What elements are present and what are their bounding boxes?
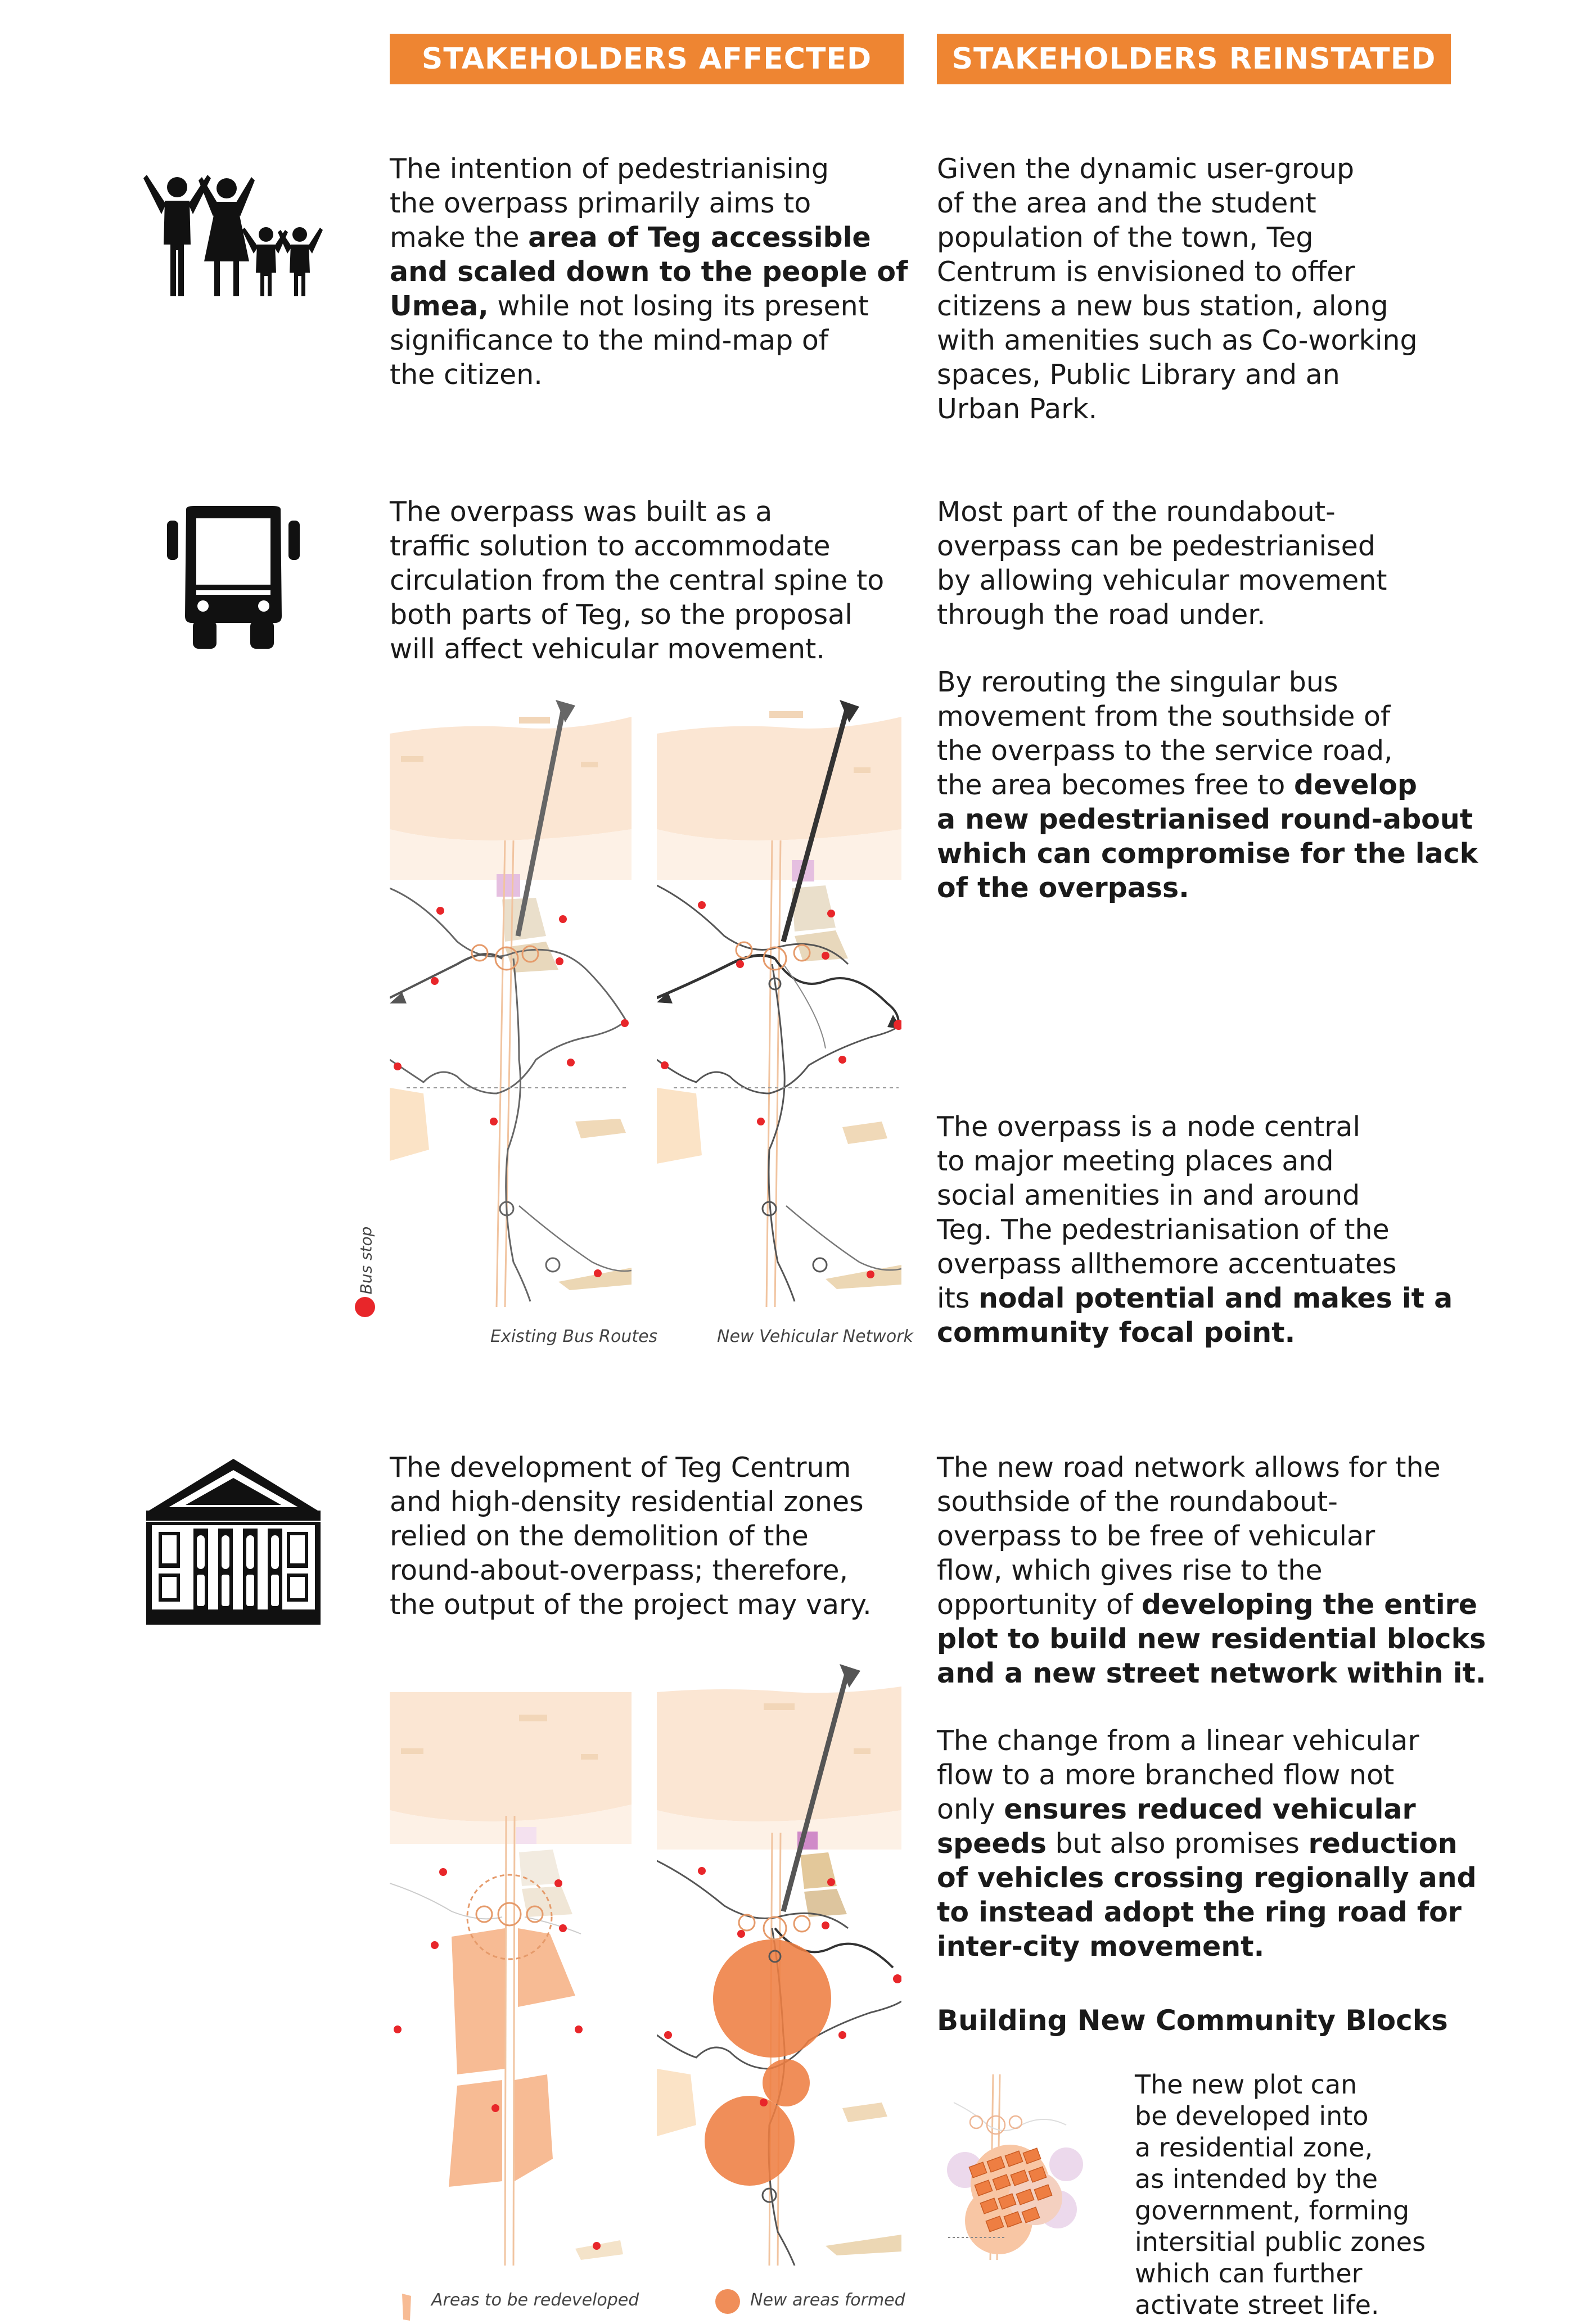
text-line: of the overpass.: [937, 872, 1189, 904]
text-line: By rerouting the singular bus: [937, 666, 1338, 698]
map-new-vehicular-network: [657, 700, 901, 1307]
section2-reinstated-text-b: [937, 665, 1478, 905]
text-line: Urban Park.: [937, 393, 1098, 425]
text-line: and scaled down to the people of: [390, 256, 908, 288]
text-line: its nodal potential and makes it a: [937, 1282, 1453, 1314]
text-line: overpass to be free of vehicular: [937, 1520, 1375, 1552]
text-line: The overpass is a node central: [937, 1111, 1361, 1143]
bus-icon: [155, 506, 312, 652]
section3-reinstated-text-a: [937, 1450, 1486, 1690]
text-line: with amenities such as Co-working: [937, 324, 1418, 356]
text-line: movement from the southside of: [937, 700, 1391, 733]
map-new-areas-formed: [657, 1664, 901, 2266]
text-line: The overpass was built as a: [390, 496, 773, 528]
text-line: intersitial public zones: [1135, 2227, 1426, 2257]
caption-new-vehicular-network: New Vehicular Network: [717, 1327, 913, 1346]
community-blocks-title: Building New Community Blocks: [937, 2004, 1448, 2037]
text-line: flow to a more branched flow not: [937, 1759, 1395, 1791]
text-line: Teg. The pedestrianisation of the: [937, 1214, 1390, 1246]
redeveloped-legend-swatch: [401, 2294, 412, 2321]
text-line: The intention of pedestrianising: [390, 153, 829, 185]
text-line: The new road network allows for the: [937, 1452, 1441, 1484]
text-line: to major meeting places and: [937, 1145, 1334, 1177]
text-line: round-about-overpass; therefore,: [390, 1554, 849, 1586]
text-line: relied on the demolition of the: [390, 1520, 809, 1552]
legend-new-areas-formed: New areas formed: [750, 2290, 905, 2310]
people-family-icon: [143, 171, 323, 301]
map-areas-redeveloped: [390, 1692, 632, 2266]
text-line: social amenities in and around: [937, 1179, 1360, 1211]
text-line: be developed into: [1135, 2101, 1369, 2131]
text-line: which can compromise for the lack: [937, 838, 1478, 870]
text-line: the citizen.: [390, 359, 543, 391]
text-line: spaces, Public Library and an: [937, 359, 1340, 391]
text-line: the overpass primarily aims to: [390, 187, 811, 219]
text-line: a new pedestrianised round-about: [937, 803, 1473, 835]
text-line: citizens a new bus station, along: [937, 290, 1388, 322]
text-line: overpass allthemore accentuates: [937, 1248, 1397, 1280]
text-line: will affect vehicular movement.: [390, 633, 825, 665]
text-line: by allowing vehicular movement: [937, 564, 1387, 596]
section2-reinstated-text-c: [937, 1110, 1453, 1350]
section1-reinstated-text: [937, 152, 1418, 426]
text-line: which can further: [1135, 2258, 1363, 2289]
bus-stop-legend-label: Bus stop: [357, 1226, 376, 1295]
section1-affected-text: [390, 152, 908, 392]
text-line: both parts of Teg, so the proposal: [390, 599, 853, 631]
text-line: opportunity of developing the entire: [937, 1589, 1478, 1621]
text-line: circulation from the central spine to: [390, 564, 885, 596]
text-line: The change from a linear vehicular: [937, 1725, 1419, 1757]
text-line: significance to the mind-map of: [390, 324, 829, 356]
caption-existing-bus-routes: Existing Bus Routes: [490, 1327, 658, 1346]
text-line: overpass can be pedestrianised: [937, 530, 1375, 562]
community-blocks-text: [1135, 2069, 1426, 2321]
section2-affected-text: [390, 495, 884, 666]
text-line: to instead adopt the ring road for: [937, 1896, 1462, 1928]
text-line: Most part of the roundabout-: [937, 496, 1336, 528]
text-line: government, forming: [1135, 2195, 1410, 2226]
text-line: plot to build new residential blocks: [937, 1623, 1486, 1655]
text-line: the output of the project may vary.: [390, 1589, 872, 1621]
text-line: of vehicles crossing regionally and: [937, 1862, 1477, 1894]
text-line: only ensures reduced vehicular: [937, 1793, 1416, 1825]
text-line: and high-density residential zones: [390, 1486, 864, 1518]
text-line: a residential zone,: [1135, 2132, 1373, 2163]
header-stakeholders-affected: STAKEHOLDERS AFFECTED: [390, 34, 904, 84]
text-line: as intended by the: [1135, 2164, 1378, 2194]
text-line: speeds but also promises reduction: [937, 1828, 1458, 1860]
text-line: community focal point.: [937, 1317, 1296, 1349]
section3-affected-text: [390, 1450, 872, 1622]
text-line: inter-city movement.: [937, 1930, 1265, 1963]
text-line: Umea, while not losing its present: [390, 290, 869, 322]
section3-reinstated-text-b: [937, 1724, 1477, 1964]
text-line: through the road under.: [937, 599, 1266, 631]
text-line: traffic solution to accommodate: [390, 530, 831, 562]
text-line: Centrum is envisioned to offer: [937, 256, 1355, 288]
text-line: The new plot can: [1135, 2069, 1357, 2100]
government-building-icon: [146, 1459, 321, 1625]
text-line: Given the dynamic user-group: [937, 153, 1355, 185]
text-line: the overpass to the service road,: [937, 735, 1393, 767]
map-existing-bus-routes: [390, 700, 632, 1307]
text-line: activate street life.: [1135, 2290, 1379, 2320]
community-blocks-diagram: [937, 2052, 1100, 2260]
text-line: make the area of Teg accessible: [390, 221, 871, 254]
bus-stop-legend-dot: [354, 1296, 376, 1318]
legend-areas-redeveloped: Areas to be redeveloped: [431, 2290, 639, 2310]
new-areas-legend-dot: [714, 2288, 741, 2315]
text-line: southside of the roundabout-: [937, 1486, 1338, 1518]
text-line: The development of Teg Centrum: [390, 1452, 851, 1484]
section2-reinstated-text-a: [937, 495, 1387, 632]
text-line: of the area and the student: [937, 187, 1316, 219]
text-line: the area becomes free to develop: [937, 769, 1417, 801]
text-line: flow, which gives rise to the: [937, 1554, 1323, 1586]
header-stakeholders-reinstated: STAKEHOLDERS REINSTATED: [937, 34, 1451, 84]
text-line: and a new street network within it.: [937, 1657, 1486, 1689]
text-line: population of the town, Teg: [937, 221, 1314, 254]
